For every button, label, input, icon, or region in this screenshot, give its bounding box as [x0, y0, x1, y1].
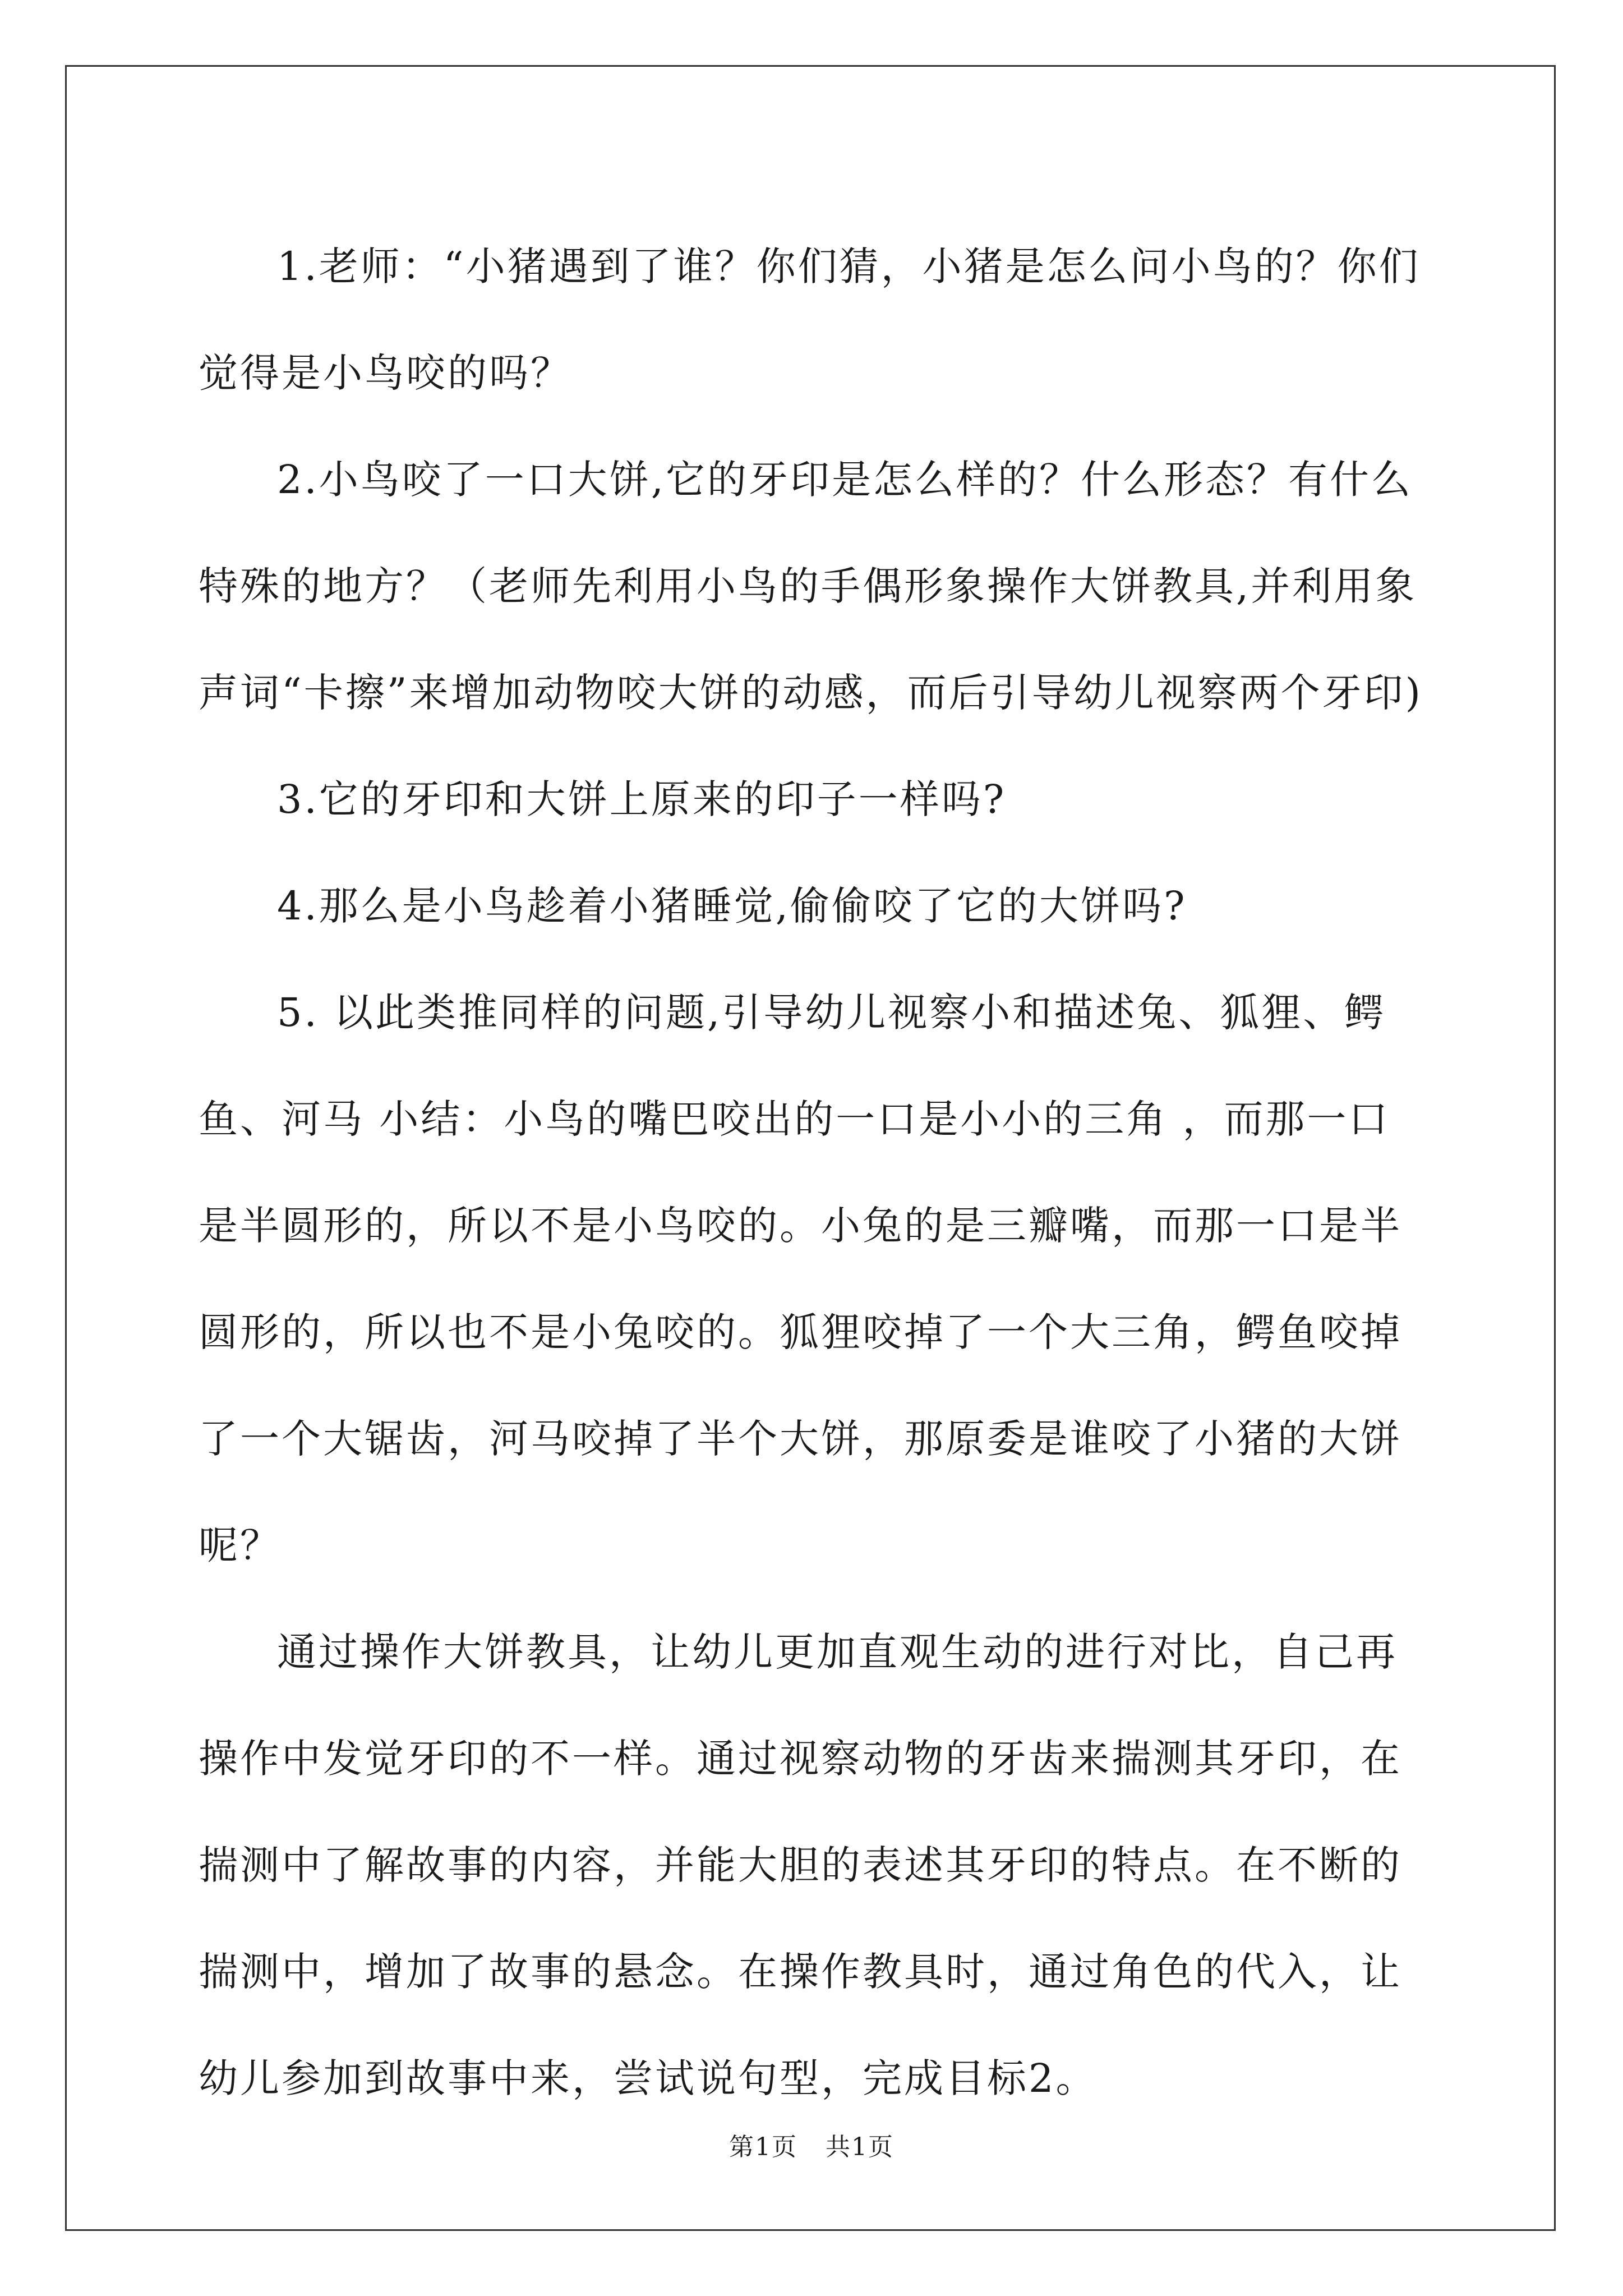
document-body [199, 213, 1424, 2132]
paragraph-4: 4.那么是小鸟趁着小猪睡觉,偷偷咬了它的大饼吗? [277, 883, 1187, 929]
page-footer [0, 2131, 1623, 2164]
paragraph-6: 通过操作大饼教具，让幼儿更加直观生动的进行对比，自己再操作中发觉牙印的不一样。通过视察动物的牙齿来揣测其牙印，在揣测中了解故事的内容，并能大胆的表述其牙印的特点。在不断的揣测中，增加了故事的悬念。在操作教具时，通过角色的代入，让幼儿参加到故事中来，尝试说句型，完成目标2。 [199, 1629, 1402, 2101]
paragraph-1: 1.老师：“小猪遇到了谁？你们猜，小猪是怎么问小鸟的？你们觉得是小鸟咬的吗？ [199, 243, 1421, 396]
paragraph-3: 3.它的牙印和大饼上原来的印子一样吗? [277, 776, 1007, 822]
page-number: 第1页 [729, 2133, 797, 2161]
paragraph-5: 5. 以此类推同样的问题,引导幼儿视察小和描述兔、狐狸、鳄鱼、河马 小结：小鸟的嘴巴咬出的一口是小小的三角 ，而那一口是半圆形的，所以不是小鸟咬的。小兔的是三瓣嘴，而那一口是半圆形的，所以也不是小兔咬的。狐狸咬掉了一个大三角，鳄鱼咬掉了一个大锯齿，河马咬掉了半个大饼，那原委是谁咬了小猪的大饼呢？ [199, 990, 1402, 1568]
page-total: 共1页 [826, 2133, 894, 2161]
paragraph-2: 2.小鸟咬了一口大饼,它的牙印是怎么样的？什么形态？有什么特殊的地方？（老师先利用小鸟的手偶形象操作大饼教具,并利用象声词“卡擦”来增加动物咬大饼的动感，而后引导幼儿视察两个牙印) [199, 457, 1423, 716]
